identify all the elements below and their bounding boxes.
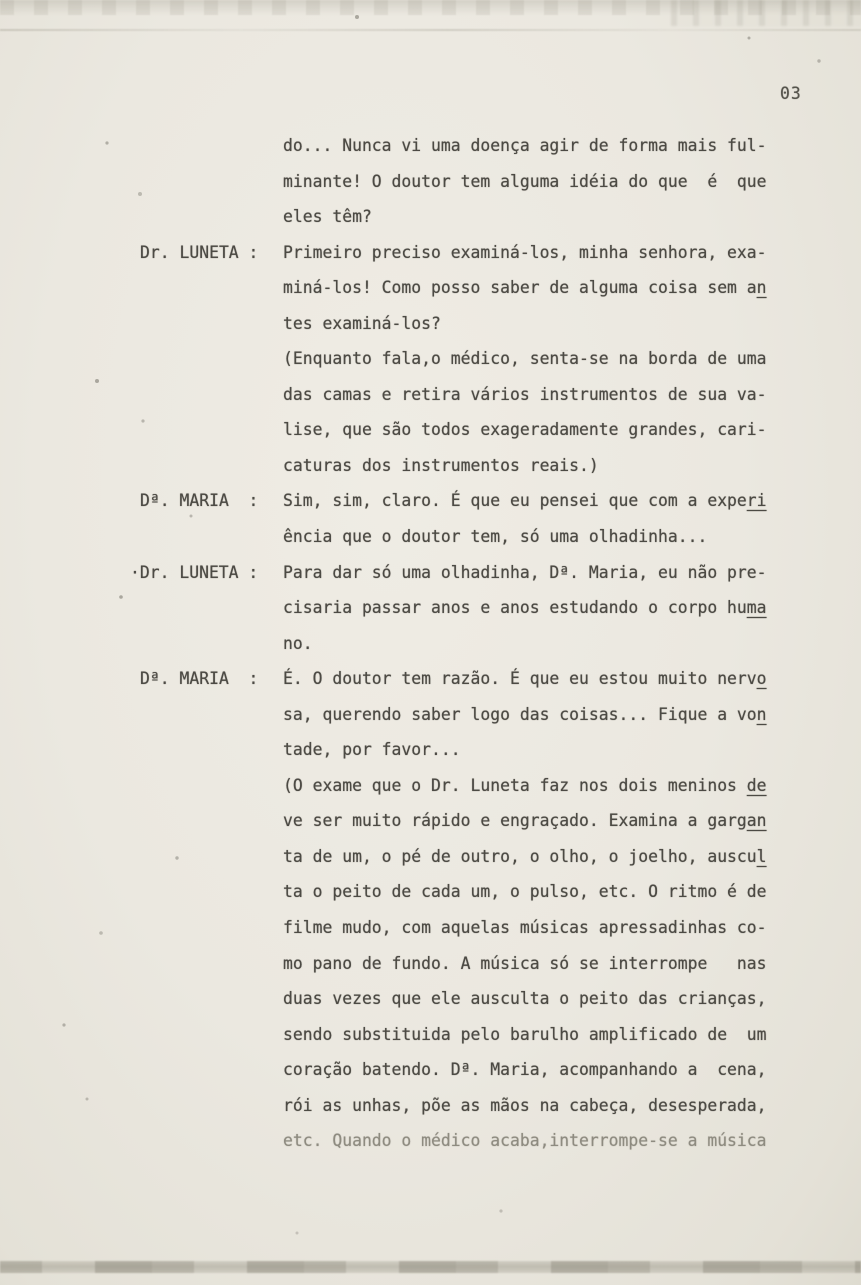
script-line xyxy=(0,1017,861,1053)
script-line xyxy=(0,590,861,626)
dialogue-text: filme mudo, com aquelas músicas apressadinhas co- xyxy=(283,918,767,938)
speaker-label: Dr. LUNETA : xyxy=(140,242,259,262)
syllable-break-underline: l xyxy=(756,846,767,866)
dialogue-text: ve ser muito rápido e engraçado. Examina a gargan xyxy=(283,811,767,831)
script-line xyxy=(0,483,861,519)
syllable-break-underline: de xyxy=(746,775,767,795)
syllable-break-underline: ri xyxy=(746,491,767,511)
script-body xyxy=(0,128,861,1159)
script-line xyxy=(0,839,861,875)
dialogue-text: caturas dos instrumentos reais.) xyxy=(283,455,599,475)
dialogue-text: das camas e retira vários instrumentos de sua va- xyxy=(283,384,767,404)
script-line xyxy=(0,910,861,946)
script-line xyxy=(0,768,861,804)
dialogue-text: lise, que são todos exageradamente grandes, cari- xyxy=(283,420,767,440)
syllable-break-underline: ma xyxy=(746,598,767,618)
script-line xyxy=(0,626,861,662)
script-line xyxy=(0,377,861,413)
dialogue-text: tes examiná-los? xyxy=(283,313,441,333)
page-number: 03 xyxy=(780,84,802,103)
script-line xyxy=(0,235,861,271)
dialogue-text: mo pano de fundo. A música só se interrompe nas xyxy=(283,953,767,973)
script-line xyxy=(0,697,861,733)
dialogue-text: (Enquanto fala,o médico, senta-se na borda de uma xyxy=(283,349,767,369)
script-line xyxy=(0,448,861,484)
script-line xyxy=(0,874,861,910)
dialogue-text: duas vezes que ele ausculta o peito das crianças, xyxy=(283,989,767,1009)
dialogue-text: do... Nunca vi uma doença agir de forma mais ful- xyxy=(283,136,767,155)
dialogue-text: no. xyxy=(283,633,313,653)
dialogue-text: ta o peito de cada um, o pulso, etc. O ritmo é de xyxy=(283,882,767,902)
script-line xyxy=(0,1123,861,1159)
scan-smudge xyxy=(671,0,861,26)
dialogue-text: eles têm? xyxy=(283,207,372,227)
syllable-break-underline: n xyxy=(756,278,767,298)
speaker-label: Dª. MARIA : xyxy=(140,669,259,689)
dialogue-text: sa, querendo saber logo das coisas... Fique a von xyxy=(283,704,767,724)
syllable-break-underline: n xyxy=(756,704,767,724)
dialogue-text: minante! O doutor tem alguma idéia do que é que xyxy=(283,171,767,191)
dialogue-text: coração batendo. Dª. Maria, acompanhando a cena, xyxy=(283,1060,767,1080)
dialogue-text: Sim, sim, claro. É que eu pensei que com a experi xyxy=(283,491,767,511)
script-line xyxy=(0,1088,861,1124)
script-line xyxy=(0,199,861,235)
script-line xyxy=(0,306,861,342)
dialogue-text: (O exame que o Dr. Luneta faz nos dois meninos de xyxy=(283,775,767,795)
dialogue-text: ência que o doutor tem, só uma olhadinha... xyxy=(283,527,708,547)
dialogue-text: Para dar só uma olhadinha, Dª. Maria, eu não pre- xyxy=(283,562,767,582)
script-line xyxy=(0,555,861,591)
speaker-label: ·Dr. LUNETA : xyxy=(130,562,259,582)
dialogue-text: Primeiro preciso examiná-los, minha senhora, exa- xyxy=(283,242,767,262)
dialogue-text: cisaria passar anos e anos estudando o corpo huma xyxy=(283,598,767,618)
script-line xyxy=(0,270,861,306)
dialogue-text: ta de um, o pé de outro, o olho, o joelho, auscul xyxy=(283,846,767,866)
syllable-break-underline: an xyxy=(746,811,767,831)
script-line xyxy=(0,519,861,555)
dialogue-text: miná-los! Como posso saber de alguma coisa sem an xyxy=(283,278,767,298)
dialogue-text: tade, por favor... xyxy=(283,740,461,760)
script-line xyxy=(0,732,861,768)
paper-specks xyxy=(0,0,2,2)
script-line xyxy=(0,661,861,697)
dialogue-text: rói as unhas, põe as mãos na cabeça, desesperada, xyxy=(283,1095,767,1115)
dialogue-text: É. O doutor tem razão. É que eu estou muito nervo xyxy=(283,669,767,689)
syllable-break-underline: o xyxy=(756,669,767,689)
script-line xyxy=(0,981,861,1017)
speaker-label: Dª. MARIA : xyxy=(140,491,259,511)
script-line xyxy=(0,946,861,982)
paper-crease-line xyxy=(0,29,861,31)
script-line xyxy=(0,341,861,377)
script-line xyxy=(0,803,861,839)
script-line xyxy=(0,164,861,200)
dialogue-text: sendo substituida pelo barulho amplificado de um xyxy=(283,1024,767,1044)
scan-bottom-band xyxy=(0,1261,861,1273)
script-line xyxy=(0,1052,861,1088)
script-line xyxy=(0,412,861,448)
dialogue-text: etc. Quando o médico acaba,interrompe-se a música xyxy=(283,1131,767,1151)
script-line xyxy=(0,128,861,164)
